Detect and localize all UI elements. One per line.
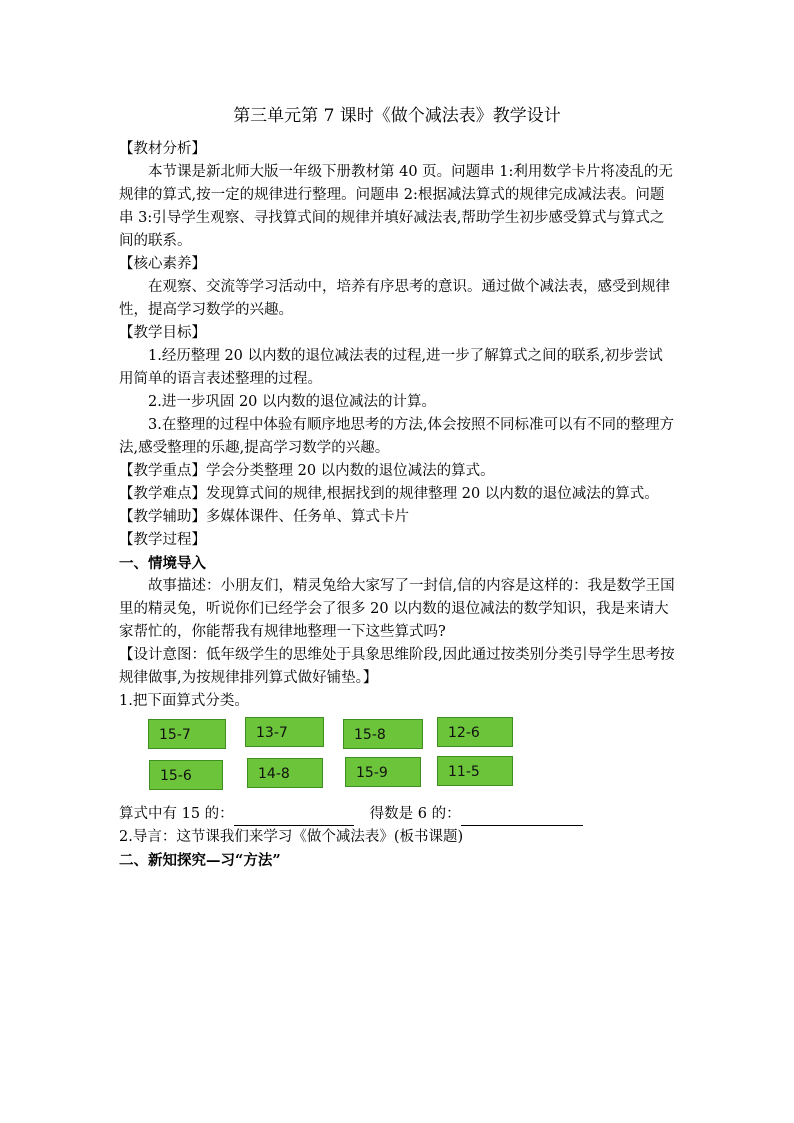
equation-card: 15-6: [149, 760, 223, 790]
equation-cards: [119, 717, 676, 797]
part-2-heading: 二、新知探究—习“方法”: [119, 852, 281, 869]
process-heading: 【教学过程】: [119, 532, 206, 548]
equation-card: 15-7: [148, 719, 226, 749]
blank-1-line[interactable]: [234, 809, 354, 826]
equation-card: 11-5: [437, 756, 513, 786]
equation-card: 13-7: [245, 717, 324, 747]
task-1: 1.把下面算式分类。: [119, 693, 249, 709]
blank-2-line[interactable]: [461, 809, 583, 826]
goal-3: 3.在整理的过程中体验有顺序地思考的方法,体会按照不同标准可以有不同的整理方法,感受整理的乐趣,提高学习数学的兴趣。: [119, 417, 674, 456]
part-1-heading: 一、情境导入: [119, 555, 206, 572]
task-2: 2.导言：这节课我们来学习《做个减法表》(板书课题): [119, 829, 464, 845]
equation-card: 15-8: [343, 719, 423, 749]
design-intent: 【设计意图：低年级学生的思维处于具象思维阶段,因此通过按类别分类引导学生思考按规律做事,为按规律排列算式做好铺垫。】: [119, 647, 675, 686]
goal-1: 1.经历整理 20 以内数的退位减法表的过程,进一步了解算式之间的联系,初步尝试用简单的语言表述整理的过程。: [119, 348, 663, 387]
story-text: 故事描述：小朋友们，精灵兔给大家写了一封信,信的内容是这样的：我是数学王国里的精灵兔，听说你们已经学会了很多 20 以内数的退位减法的数学知识，我是来请大家帮忙的，你能帮我有规律地整理一下这些算式吗?: [119, 578, 675, 640]
document-title: 第三单元第 7 课时《做个减法表》教学设计: [233, 106, 561, 126]
goal-2: 2.进一步巩固 20 以内数的退位减法的计算。: [148, 394, 437, 410]
equation-card: 12-6: [437, 717, 513, 747]
goals-heading: 【教学目标】: [119, 325, 206, 341]
analysis-heading: 【教材分析】: [119, 141, 206, 157]
analysis-text: 本节课是新北师大版一年级下册教材第 40 页。问题串 1:利用数学卡片将凌乱的无规律的算式,按一定的规律进行整理。问题串 2:根据减法算式的规律完成减法表。问题串 3:引导学生观察、寻找算式间的规律并填好减法表,帮助学生初步感受算式与算式之间的联系。: [119, 164, 673, 249]
difficulty: 【教学难点】发现算式间的规律,根据找到的规律整理 20 以内数的退位减法的算式。: [119, 486, 659, 502]
blank-2-label: 得数是 6 的：: [369, 806, 461, 822]
equation-card: 14-8: [247, 758, 323, 788]
teaching-aids: 【教学辅助】多媒体课件、任务单、算式卡片: [119, 509, 409, 525]
classification-blanks: [119, 803, 676, 826]
blank-1-label: 算式中有 15 的：: [119, 806, 234, 822]
literacy-text: 在观察、交流等学习活动中，培养有序思考的意识。通过做个减法表，感受到规律性，提高学习数学的兴趣。: [119, 279, 670, 318]
key-point: 【教学重点】学会分类整理 20 以内数的退位减法的算式。: [119, 463, 495, 479]
equation-card: 15-9: [345, 757, 421, 787]
literacy-heading: 【核心素养】: [119, 256, 206, 272]
document-body: [119, 138, 676, 872]
